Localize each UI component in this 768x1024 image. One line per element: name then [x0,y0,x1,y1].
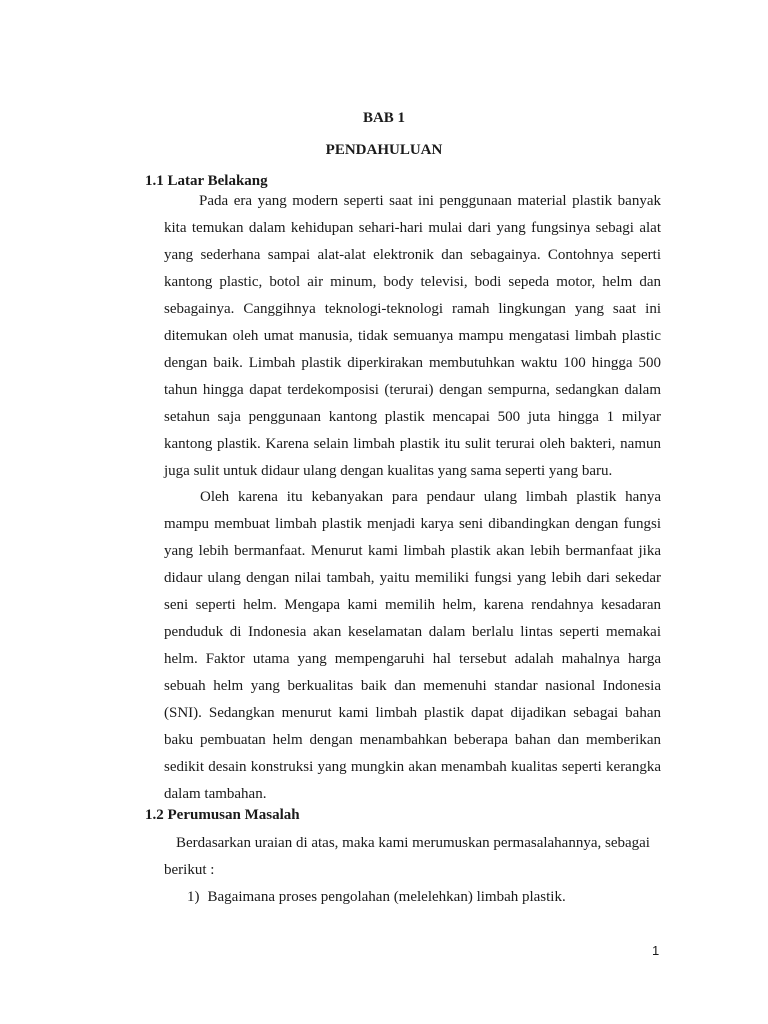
section-heading-latar-belakang: 1.1 Latar Belakang [145,173,268,189]
chapter-label: BAB 1 [362,110,406,126]
list-item [187,884,566,911]
paragraph-perumusan-masalah: Berdasarkan uraian di atas, maka kami merumuskan permasalahannya, sebagai berikut : [164,835,650,878]
list-item-text: Bagaimana proses pengolahan (melelehkan) limbah plastik. [207,889,566,905]
chapter-title: PENDAHULUAN [325,142,443,158]
paragraph-latar-belakang-2: Oleh karena itu kebanyakan para pendaur ulang limbah plastik hanya mampu membuat limbah plastik menjadi karya seni dibandingkan dengan fungsi yang lebih bermanfaat. Menurut kami limbah plastik akan lebih bermanfaat jika didaur ulang dengan nilai tambah, yaitu memiliki fungsi yang lebih dari sekedar seni seperti helm. Mengapa kami memilih helm, karena rendahnya kesadaran penduduk di Indonesia akan keselamatan dalam berlalu lintas seperti memakai helm. Faktor utama yang mempengaruhi hal tersebut adalah mahalnya harga sebuah helm yang berkualitas baik dan memenuhi standar nasional Indonesia (SNI). Sedangkan menurut kami limbah plastik dapat dijadikan sebagai bahan baku pembuatan helm dengan menambahkan beberapa bahan dan memberikan sedikit desain konstruksi yang mungkin akan menambah kualitas seperti kerangka dalam tambahan. [164,489,661,802]
list-item-number: 1) [187,889,200,905]
section-heading-perumusan-masalah: 1.2 Perumusan Masalah [145,807,300,823]
page-number: 1 [652,943,660,958]
paragraph-latar-belakang-1: Pada era yang modern seperti saat ini penggunaan material plastik banyak kita temukan dalam kehidupan sehari-hari mulai dari yang fungsinya sebagi alat yang sederhana sampai alat-alat elektronik dan sebagainya. Contohnya seperti kantong plastic, botol air minum, body televisi, bodi sepeda motor, helm dan sebagainya. Canggihnya teknologi-teknologi ramah lingkungan yang saat ini ditemukan oleh umat manusia, tidak semuanya mampu mengatasi limbah plastic dengan baik. Limbah plastik diperkirakan membutuhkan waktu 100 hingga 500 tahun hingga dapat terdekomposisi (terurai) dengan sempurna, sedangkan dalam setahun saja penggunaan kantong plastik mencapai 500 juta hingga 1 milyar kantong plastik. Karena selain limbah plastik itu sulit terurai oleh bakteri, namun juga sulit untuk didaur ulang dengan kualitas yang sama seperti yang baru. [164,193,661,479]
